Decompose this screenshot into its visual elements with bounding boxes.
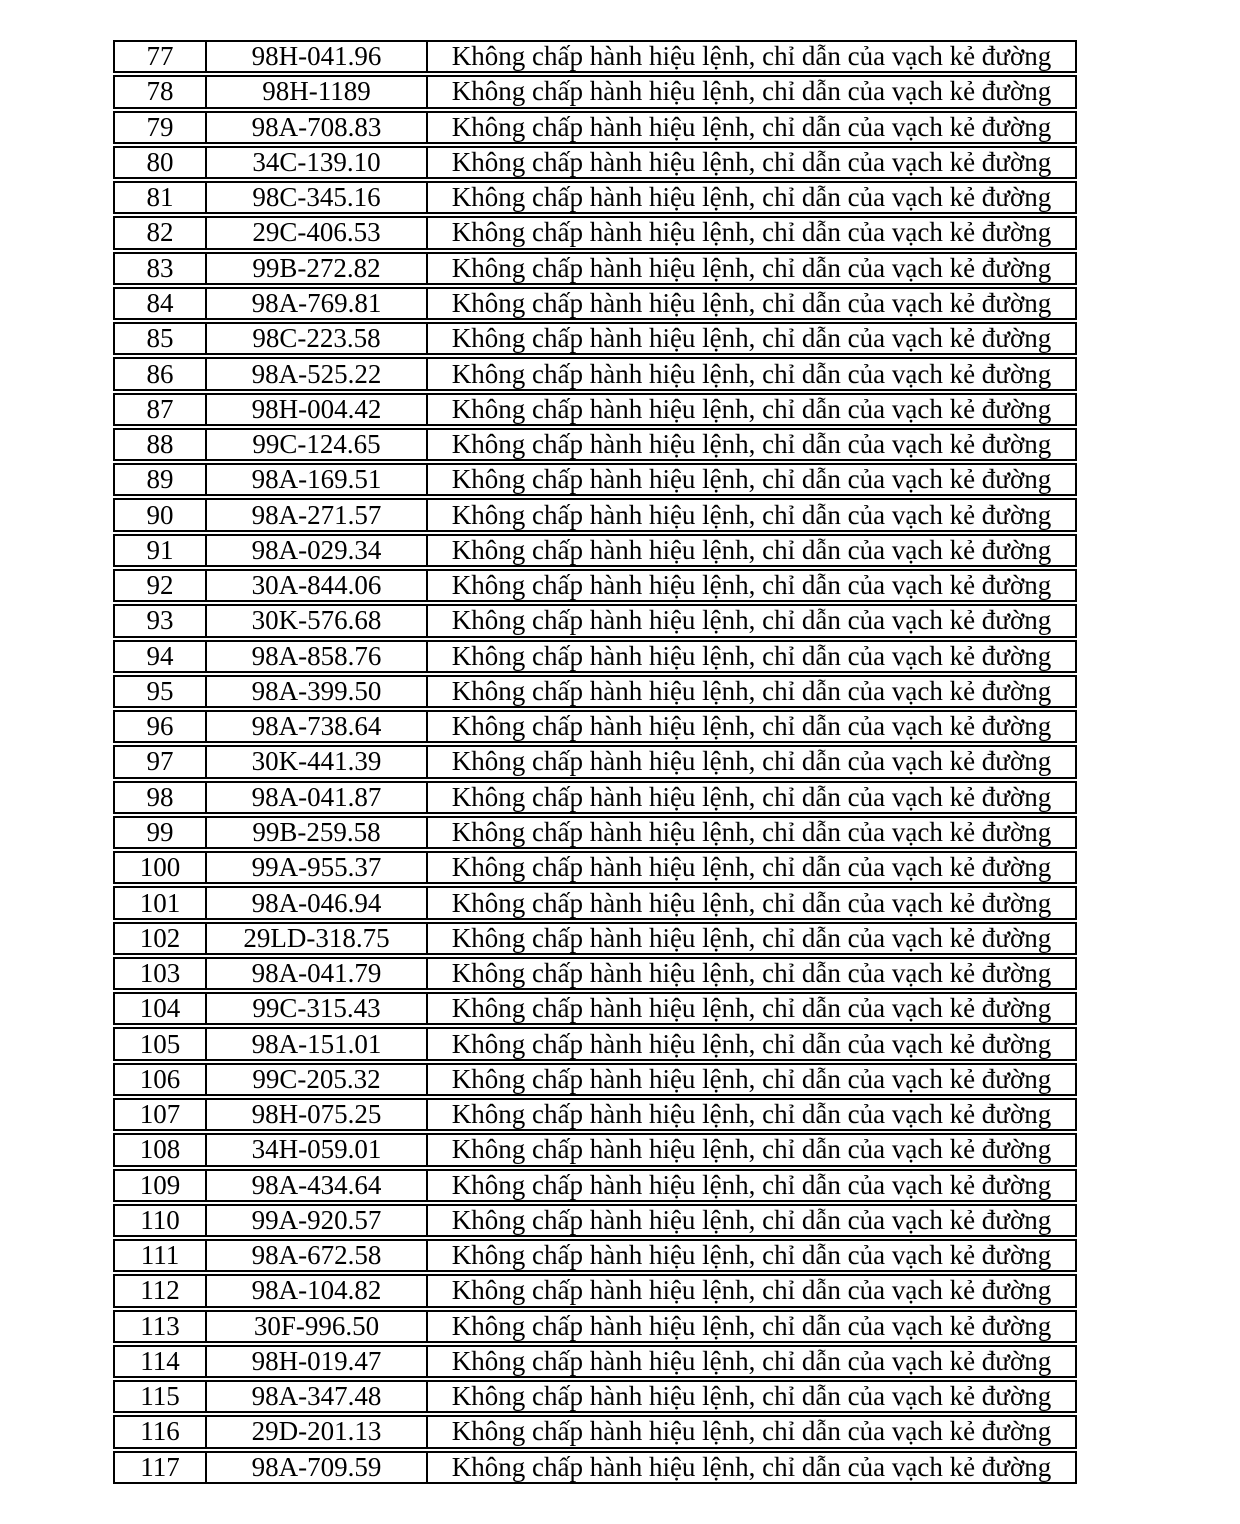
violation-cell: Không chấp hành hiệu lệnh, chỉ dẫn của vạch kẻ đường (428, 463, 1077, 496)
row-number-cell: 109 (113, 1169, 207, 1202)
table-row (113, 287, 1077, 320)
table-row (113, 675, 1077, 708)
row-number-cell: 100 (113, 851, 207, 884)
violation-cell: Không chấp hành hiệu lệnh, chỉ dẫn của vạch kẻ đường (428, 1133, 1077, 1166)
table-row (113, 1239, 1077, 1272)
plate-cell: 98A-271.57 (207, 498, 428, 531)
table-row (113, 851, 1077, 884)
row-number-cell: 106 (113, 1063, 207, 1096)
violation-table (113, 38, 1077, 1486)
row-number-cell: 103 (113, 957, 207, 990)
violation-cell: Không chấp hành hiệu lệnh, chỉ dẫn của vạch kẻ đường (428, 922, 1077, 955)
table-row (113, 640, 1077, 673)
table-row (113, 75, 1077, 108)
row-number-cell: 89 (113, 463, 207, 496)
plate-cell: 98A-169.51 (207, 463, 428, 496)
plate-cell: 98C-223.58 (207, 322, 428, 355)
row-number-cell: 93 (113, 604, 207, 637)
plate-cell: 99C-205.32 (207, 1063, 428, 1096)
row-number-cell: 107 (113, 1098, 207, 1131)
violation-cell: Không chấp hành hiệu lệnh, chỉ dẫn của vạch kẻ đường (428, 216, 1077, 249)
table-row (113, 1274, 1077, 1307)
table-row (113, 1415, 1077, 1448)
row-number-cell: 102 (113, 922, 207, 955)
table-row (113, 463, 1077, 496)
plate-cell: 29C-406.53 (207, 216, 428, 249)
plate-cell: 98A-046.94 (207, 886, 428, 919)
row-number-cell: 105 (113, 1027, 207, 1060)
plate-cell: 34C-139.10 (207, 146, 428, 179)
plate-cell: 98A-858.76 (207, 640, 428, 673)
plate-cell: 29D-201.13 (207, 1415, 428, 1448)
violation-cell: Không chấp hành hiệu lệnh, chỉ dẫn của vạch kẻ đường (428, 40, 1077, 73)
violation-cell: Không chấp hành hiệu lệnh, chỉ dẫn của vạch kẻ đường (428, 710, 1077, 743)
table-row (113, 1133, 1077, 1166)
plate-cell: 98A-769.81 (207, 287, 428, 320)
violation-cell: Không chấp hành hiệu lệnh, chỉ dẫn của vạch kẻ đường (428, 569, 1077, 602)
plate-cell: 99B-259.58 (207, 816, 428, 849)
violation-cell: Không chấp hành hiệu lệnh, chỉ dẫn của vạch kẻ đường (428, 675, 1077, 708)
violation-cell: Không chấp hành hiệu lệnh, chỉ dẫn của vạch kẻ đường (428, 745, 1077, 778)
plate-cell: 30K-441.39 (207, 745, 428, 778)
table-row (113, 40, 1077, 73)
table-row (113, 816, 1077, 849)
row-number-cell: 94 (113, 640, 207, 673)
table-row (113, 1063, 1077, 1096)
table-row (113, 181, 1077, 214)
table-row (113, 1380, 1077, 1413)
violation-cell: Không chấp hành hiệu lệnh, chỉ dẫn của vạch kẻ đường (428, 252, 1077, 285)
violation-cell: Không chấp hành hiệu lệnh, chỉ dẫn của vạch kẻ đường (428, 146, 1077, 179)
violation-cell: Không chấp hành hiệu lệnh, chỉ dẫn của vạch kẻ đường (428, 534, 1077, 567)
row-number-cell: 96 (113, 710, 207, 743)
violation-table-body (113, 40, 1077, 1484)
violation-cell: Không chấp hành hiệu lệnh, chỉ dẫn của vạch kẻ đường (428, 886, 1077, 919)
violation-cell: Không chấp hành hiệu lệnh, chỉ dẫn của vạch kẻ đường (428, 1063, 1077, 1096)
violation-cell: Không chấp hành hiệu lệnh, chỉ dẫn của vạch kẻ đường (428, 181, 1077, 214)
plate-cell: 99B-272.82 (207, 252, 428, 285)
table-row (113, 604, 1077, 637)
row-number-cell: 99 (113, 816, 207, 849)
table-row (113, 498, 1077, 531)
row-number-cell: 79 (113, 111, 207, 144)
row-number-cell: 86 (113, 357, 207, 390)
table-row (113, 781, 1077, 814)
row-number-cell: 101 (113, 886, 207, 919)
violation-cell: Không chấp hành hiệu lệnh, chỉ dẫn của vạch kẻ đường (428, 816, 1077, 849)
row-number-cell: 85 (113, 322, 207, 355)
table-row (113, 322, 1077, 355)
plate-cell: 98A-525.22 (207, 357, 428, 390)
row-number-cell: 110 (113, 1204, 207, 1237)
table-row (113, 1027, 1077, 1060)
plate-cell: 98A-709.59 (207, 1451, 428, 1484)
table-row (113, 1451, 1077, 1484)
plate-cell: 98H-075.25 (207, 1098, 428, 1131)
table-row (113, 146, 1077, 179)
plate-cell: 98A-738.64 (207, 710, 428, 743)
row-number-cell: 115 (113, 1380, 207, 1413)
row-number-cell: 97 (113, 745, 207, 778)
violation-cell: Không chấp hành hiệu lệnh, chỉ dẫn của vạch kẻ đường (428, 781, 1077, 814)
table-row (113, 393, 1077, 426)
row-number-cell: 108 (113, 1133, 207, 1166)
violation-cell: Không chấp hành hiệu lệnh, chỉ dẫn của vạch kẻ đường (428, 1345, 1077, 1378)
row-number-cell: 91 (113, 534, 207, 567)
row-number-cell: 90 (113, 498, 207, 531)
row-number-cell: 84 (113, 287, 207, 320)
plate-cell: 30F-996.50 (207, 1310, 428, 1343)
table-row (113, 922, 1077, 955)
plate-cell: 98A-708.83 (207, 111, 428, 144)
plate-cell: 98A-151.01 (207, 1027, 428, 1060)
plate-cell: 98A-104.82 (207, 1274, 428, 1307)
table-row (113, 957, 1077, 990)
table-row (113, 357, 1077, 390)
plate-cell: 98C-345.16 (207, 181, 428, 214)
violation-cell: Không chấp hành hiệu lệnh, chỉ dẫn của vạch kẻ đường (428, 75, 1077, 108)
table-row (113, 992, 1077, 1025)
row-number-cell: 112 (113, 1274, 207, 1307)
plate-cell: 99C-315.43 (207, 992, 428, 1025)
table-row (113, 745, 1077, 778)
violation-cell: Không chấp hành hiệu lệnh, chỉ dẫn của vạch kẻ đường (428, 1310, 1077, 1343)
plate-cell: 98A-672.58 (207, 1239, 428, 1272)
row-number-cell: 87 (113, 393, 207, 426)
plate-cell: 98H-1189 (207, 75, 428, 108)
row-number-cell: 111 (113, 1239, 207, 1272)
violation-cell: Không chấp hành hiệu lệnh, chỉ dẫn của vạch kẻ đường (428, 498, 1077, 531)
plate-cell: 98A-399.50 (207, 675, 428, 708)
table-row (113, 1345, 1077, 1378)
row-number-cell: 80 (113, 146, 207, 179)
table-row (113, 428, 1077, 461)
table-row (113, 252, 1077, 285)
table-row (113, 216, 1077, 249)
violation-cell: Không chấp hành hiệu lệnh, chỉ dẫn của vạch kẻ đường (428, 1274, 1077, 1307)
violation-cell: Không chấp hành hiệu lệnh, chỉ dẫn của vạch kẻ đường (428, 322, 1077, 355)
table-row (113, 1169, 1077, 1202)
row-number-cell: 113 (113, 1310, 207, 1343)
violation-cell: Không chấp hành hiệu lệnh, chỉ dẫn của vạch kẻ đường (428, 111, 1077, 144)
table-row (113, 710, 1077, 743)
row-number-cell: 78 (113, 75, 207, 108)
row-number-cell: 104 (113, 992, 207, 1025)
table-row (113, 534, 1077, 567)
violation-cell: Không chấp hành hiệu lệnh, chỉ dẫn của vạch kẻ đường (428, 957, 1077, 990)
row-number-cell: 95 (113, 675, 207, 708)
plate-cell: 98A-347.48 (207, 1380, 428, 1413)
plate-cell: 99A-920.57 (207, 1204, 428, 1237)
violation-cell: Không chấp hành hiệu lệnh, chỉ dẫn của vạch kẻ đường (428, 428, 1077, 461)
violation-cell: Không chấp hành hiệu lệnh, chỉ dẫn của vạch kẻ đường (428, 1239, 1077, 1272)
violation-cell: Không chấp hành hiệu lệnh, chỉ dẫn của vạch kẻ đường (428, 1169, 1077, 1202)
plate-cell: 98A-434.64 (207, 1169, 428, 1202)
table-row (113, 886, 1077, 919)
violation-cell: Không chấp hành hiệu lệnh, chỉ dẫn của vạch kẻ đường (428, 640, 1077, 673)
violation-cell: Không chấp hành hiệu lệnh, chỉ dẫn của vạch kẻ đường (428, 851, 1077, 884)
plate-cell: 98H-004.42 (207, 393, 428, 426)
row-number-cell: 92 (113, 569, 207, 602)
violation-cell: Không chấp hành hiệu lệnh, chỉ dẫn của vạch kẻ đường (428, 1451, 1077, 1484)
plate-cell: 98A-041.79 (207, 957, 428, 990)
plate-cell: 34H-059.01 (207, 1133, 428, 1166)
violation-cell: Không chấp hành hiệu lệnh, chỉ dẫn của vạch kẻ đường (428, 604, 1077, 637)
row-number-cell: 114 (113, 1345, 207, 1378)
violation-cell: Không chấp hành hiệu lệnh, chỉ dẫn của vạch kẻ đường (428, 287, 1077, 320)
plate-cell: 98H-041.96 (207, 40, 428, 73)
row-number-cell: 81 (113, 181, 207, 214)
row-number-cell: 98 (113, 781, 207, 814)
violation-cell: Không chấp hành hiệu lệnh, chỉ dẫn của vạch kẻ đường (428, 357, 1077, 390)
plate-cell: 98A-029.34 (207, 534, 428, 567)
violation-cell: Không chấp hành hiệu lệnh, chỉ dẫn của vạch kẻ đường (428, 1380, 1077, 1413)
table-row (113, 1310, 1077, 1343)
row-number-cell: 83 (113, 252, 207, 285)
row-number-cell: 88 (113, 428, 207, 461)
plate-cell: 30A-844.06 (207, 569, 428, 602)
table-row (113, 1204, 1077, 1237)
row-number-cell: 82 (113, 216, 207, 249)
violation-cell: Không chấp hành hiệu lệnh, chỉ dẫn của vạch kẻ đường (428, 1027, 1077, 1060)
plate-cell: 30K-576.68 (207, 604, 428, 637)
violation-cell: Không chấp hành hiệu lệnh, chỉ dẫn của vạch kẻ đường (428, 992, 1077, 1025)
row-number-cell: 117 (113, 1451, 207, 1484)
table-row (113, 569, 1077, 602)
row-number-cell: 77 (113, 40, 207, 73)
plate-cell: 99C-124.65 (207, 428, 428, 461)
violation-cell: Không chấp hành hiệu lệnh, chỉ dẫn của vạch kẻ đường (428, 1098, 1077, 1131)
violation-cell: Không chấp hành hiệu lệnh, chỉ dẫn của vạch kẻ đường (428, 1415, 1077, 1448)
table-row (113, 111, 1077, 144)
plate-cell: 29LD-318.75 (207, 922, 428, 955)
plate-cell: 98H-019.47 (207, 1345, 428, 1378)
plate-cell: 99A-955.37 (207, 851, 428, 884)
violation-cell: Không chấp hành hiệu lệnh, chỉ dẫn của vạch kẻ đường (428, 393, 1077, 426)
plate-cell: 98A-041.87 (207, 781, 428, 814)
table-row (113, 1098, 1077, 1131)
violation-cell: Không chấp hành hiệu lệnh, chỉ dẫn của vạch kẻ đường (428, 1204, 1077, 1237)
row-number-cell: 116 (113, 1415, 207, 1448)
